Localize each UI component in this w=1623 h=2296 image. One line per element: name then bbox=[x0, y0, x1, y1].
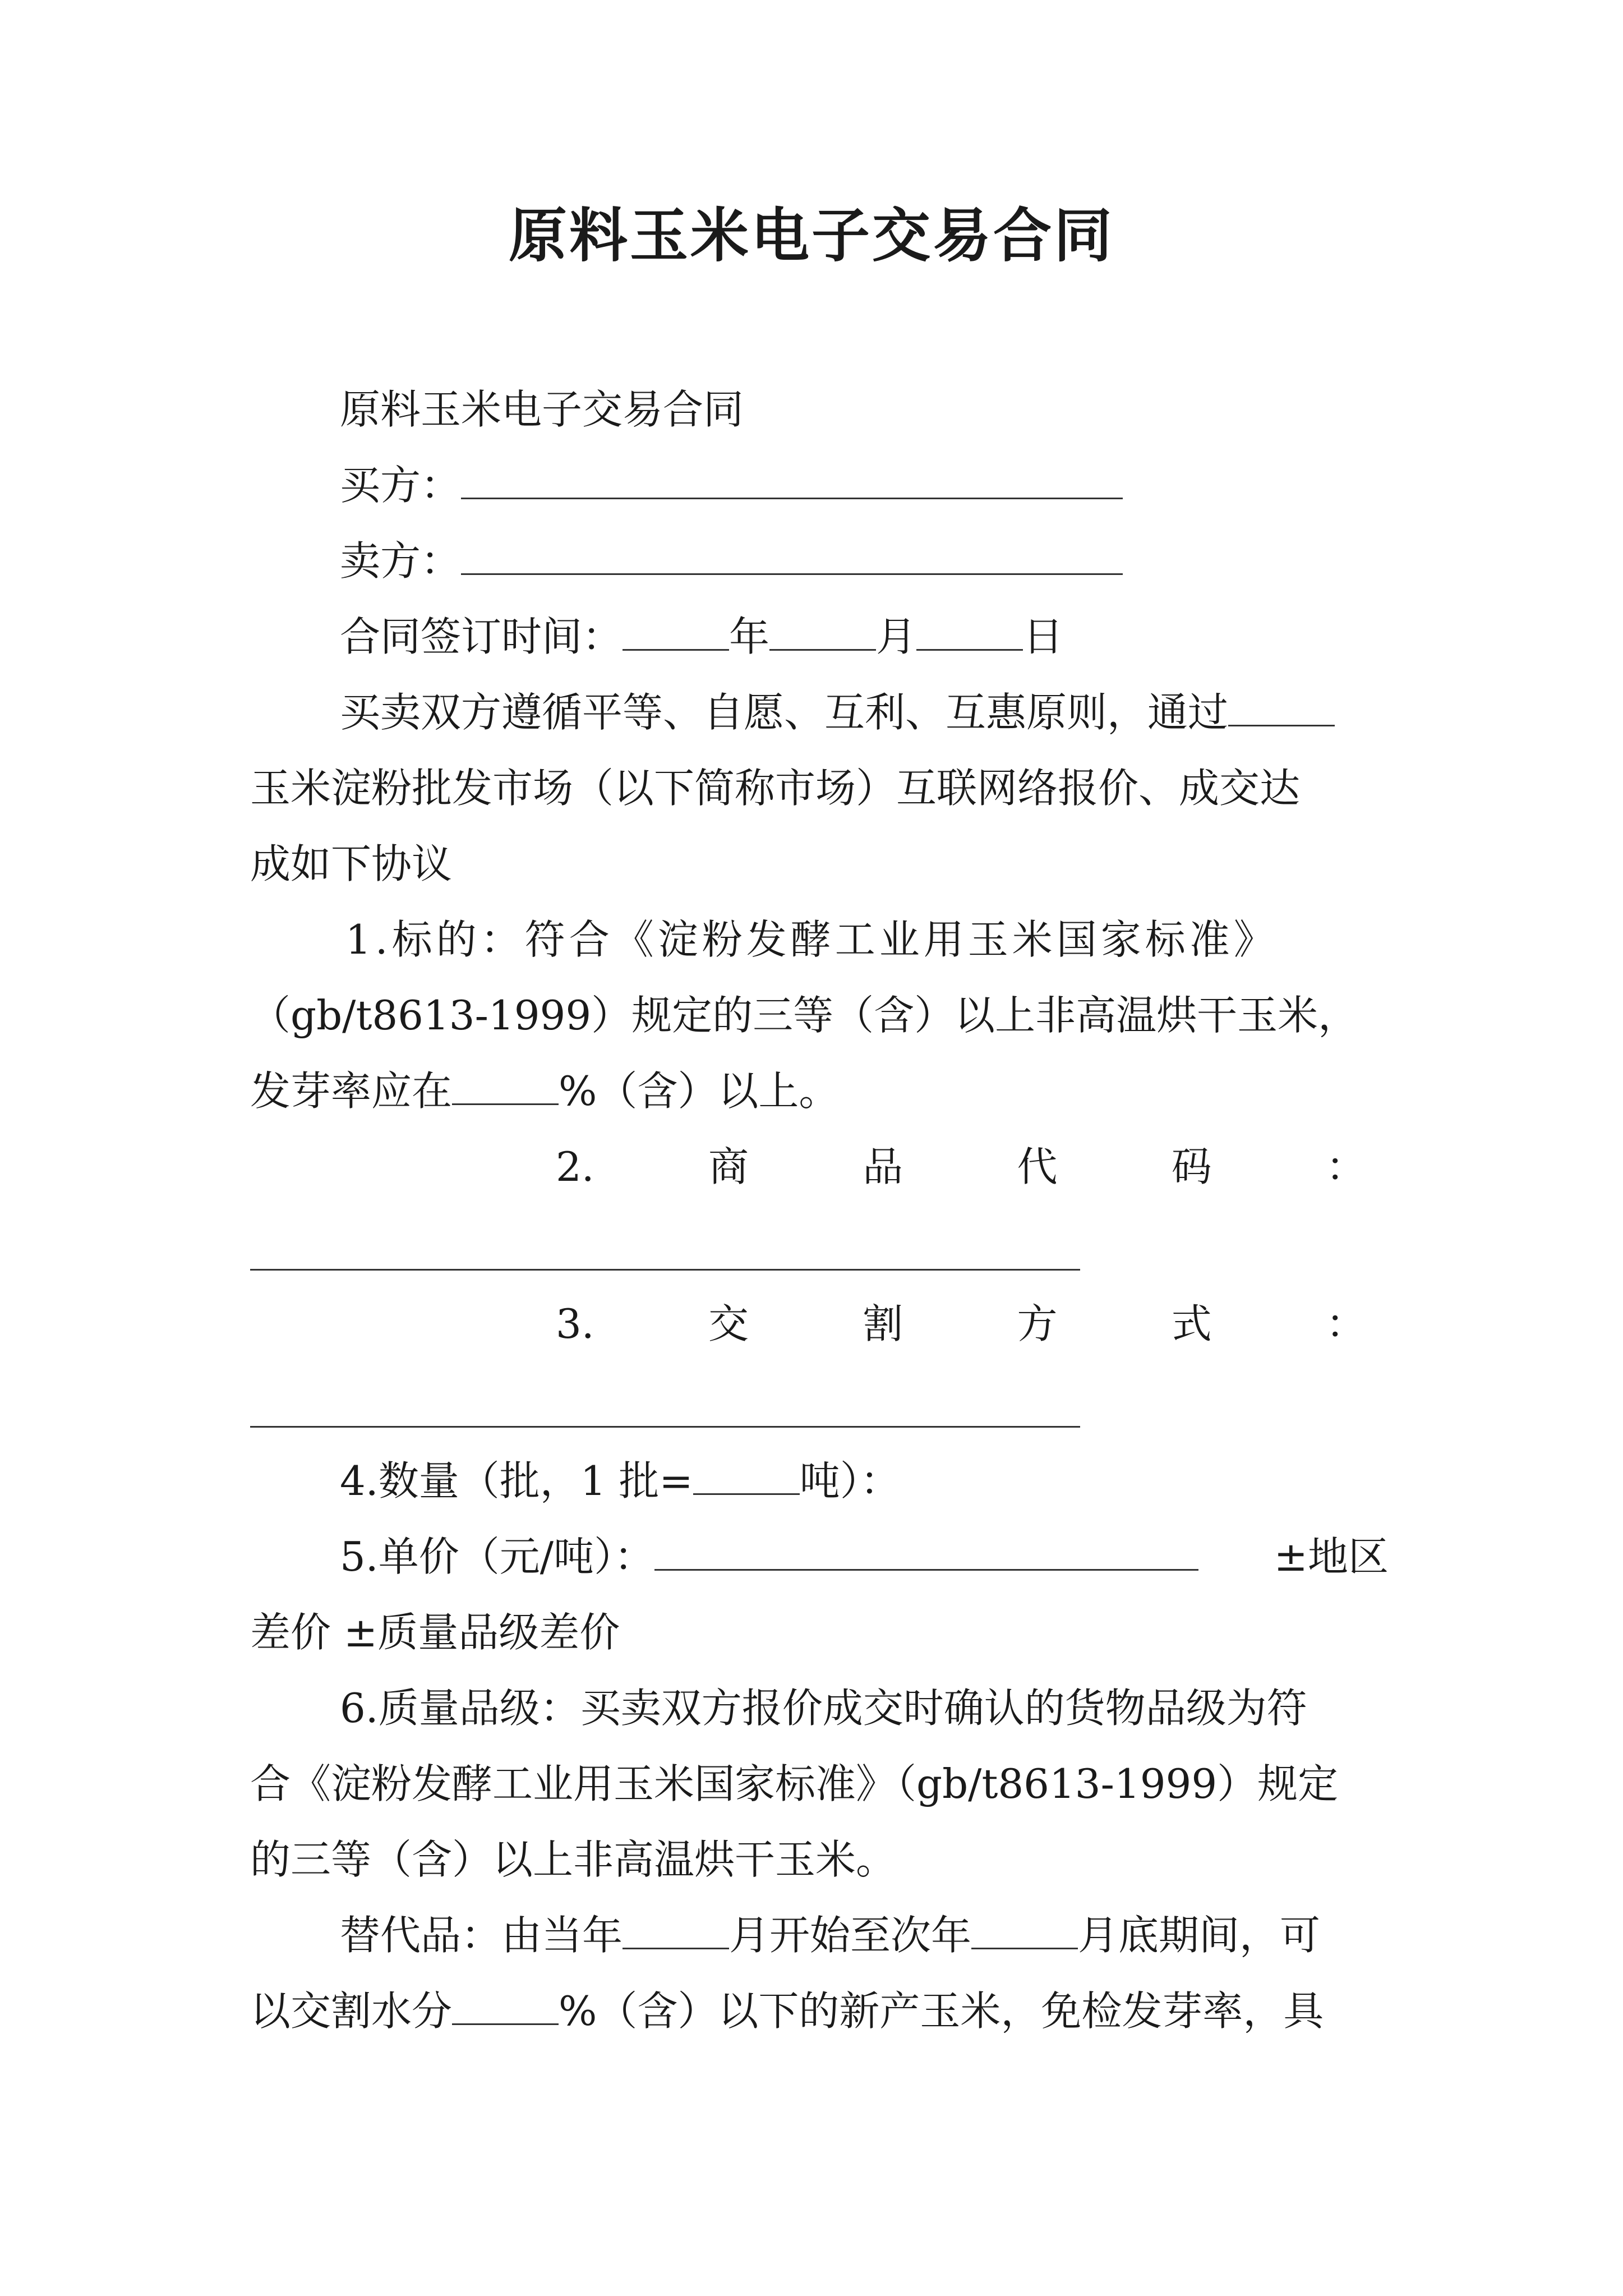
day-label: 日 bbox=[1023, 613, 1064, 660]
subtitle-line: 原料玉米电子交易合同 bbox=[340, 386, 744, 433]
delivery-method-blank[interactable] bbox=[250, 1426, 1080, 1428]
item1-line3 bbox=[250, 1063, 1389, 1119]
item2-char: 代 bbox=[1017, 1143, 1058, 1190]
item1-text-pre: 发芽率应在 bbox=[250, 1068, 453, 1115]
item2-char: 商 bbox=[708, 1143, 749, 1190]
item4-line bbox=[250, 1453, 1389, 1509]
item2-line bbox=[250, 1139, 1389, 1195]
unit-price-blank[interactable] bbox=[654, 1530, 1198, 1571]
item3-char: 交 bbox=[708, 1300, 749, 1347]
document-title: 原料玉米电子交易合同 bbox=[508, 201, 1114, 270]
item6-line2: 合《淀粉发酵工业用玉米国家标准》（gb/t8613-1999）规定 bbox=[250, 1760, 1339, 1807]
month-label: 月 bbox=[876, 613, 917, 660]
moisture-blank[interactable] bbox=[452, 1984, 559, 2025]
para1-line1 bbox=[250, 684, 1389, 740]
month-blank[interactable] bbox=[769, 610, 876, 651]
substitute-text-a2: 月开始至次年 bbox=[729, 1912, 972, 1959]
seller-label: 卖方： bbox=[340, 537, 462, 585]
item5-text-post: ±地区 bbox=[1274, 1533, 1389, 1580]
substitute-text-b1: 以交割水分 bbox=[250, 1987, 453, 2035]
item3-char: 割 bbox=[863, 1300, 903, 1347]
item2-char: 码 bbox=[1171, 1143, 1212, 1190]
product-code-blank[interactable] bbox=[250, 1269, 1080, 1271]
substitute-text-a1: 替代品：由当年 bbox=[340, 1912, 623, 1959]
buyer-blank[interactable] bbox=[461, 458, 1123, 499]
item3-char: 式 bbox=[1171, 1300, 1212, 1347]
item2-char: 2. bbox=[556, 1143, 594, 1190]
item5-line2: 差价 ±质量品级差价 bbox=[250, 1609, 620, 1656]
item6-line3: 的三等（含）以上非高温烘干玉米。 bbox=[250, 1836, 897, 1883]
item5-text-pre: 5.单价（元/吨）： bbox=[340, 1533, 654, 1580]
item4-text-pre: 4.数量（批，1 批= bbox=[340, 1457, 693, 1504]
para1-line3: 成如下协议 bbox=[250, 840, 453, 887]
date-label: 合同签订时间： bbox=[340, 613, 623, 660]
item1-line2: （gb/t8613-1999）规定的三等（含）以上非高温烘干玉米， bbox=[250, 992, 1359, 1039]
germination-blank[interactable] bbox=[452, 1064, 559, 1105]
para1-line2: 玉米淀粉批发市场（以下简称市场）互联网络报价、成交达 bbox=[250, 765, 1301, 812]
item3-char: 方 bbox=[1017, 1300, 1058, 1347]
year-label: 年 bbox=[729, 613, 770, 660]
item6-line1: 6.质量品级：买卖双方报价成交时确认的货物品级为符 bbox=[340, 1685, 1307, 1732]
item1-text-post: %（含）以上。 bbox=[559, 1068, 840, 1115]
item3-char: 3. bbox=[556, 1300, 594, 1347]
item4-text-post: 吨）： bbox=[799, 1457, 901, 1504]
start-month-blank[interactable] bbox=[623, 1908, 729, 1949]
item3-char: ： bbox=[1325, 1300, 1366, 1347]
buyer-line bbox=[250, 457, 1389, 513]
tons-per-lot-blank[interactable] bbox=[693, 1454, 800, 1495]
date-line bbox=[250, 609, 1389, 665]
substitute-text-b2: %（含）以下的新产玉米，免检发芽率，具 bbox=[559, 1987, 1324, 2035]
substitute-text-a3: 月底期间，可 bbox=[1078, 1912, 1321, 1959]
year-blank[interactable] bbox=[623, 610, 729, 651]
seller-blank[interactable] bbox=[461, 534, 1123, 575]
substitute-line2 bbox=[250, 1983, 1389, 2039]
buyer-label: 买方： bbox=[340, 462, 462, 509]
item2-char: ： bbox=[1325, 1143, 1366, 1190]
item1-line1: 1.标的：符合《淀粉发酵工业用玉米国家标准》 bbox=[345, 916, 1278, 963]
end-month-blank[interactable] bbox=[971, 1908, 1078, 1949]
seller-line bbox=[250, 533, 1389, 589]
item2-char: 品 bbox=[863, 1143, 903, 1190]
substitute-line1 bbox=[250, 1907, 1389, 1963]
item3-line bbox=[250, 1296, 1389, 1352]
item5-line1 bbox=[250, 1529, 1389, 1585]
para1-text-a: 买卖双方遵循平等、自愿、互利、互惠原则，通过 bbox=[340, 689, 1229, 736]
day-blank[interactable] bbox=[916, 610, 1023, 651]
market-blank[interactable] bbox=[1228, 685, 1335, 726]
